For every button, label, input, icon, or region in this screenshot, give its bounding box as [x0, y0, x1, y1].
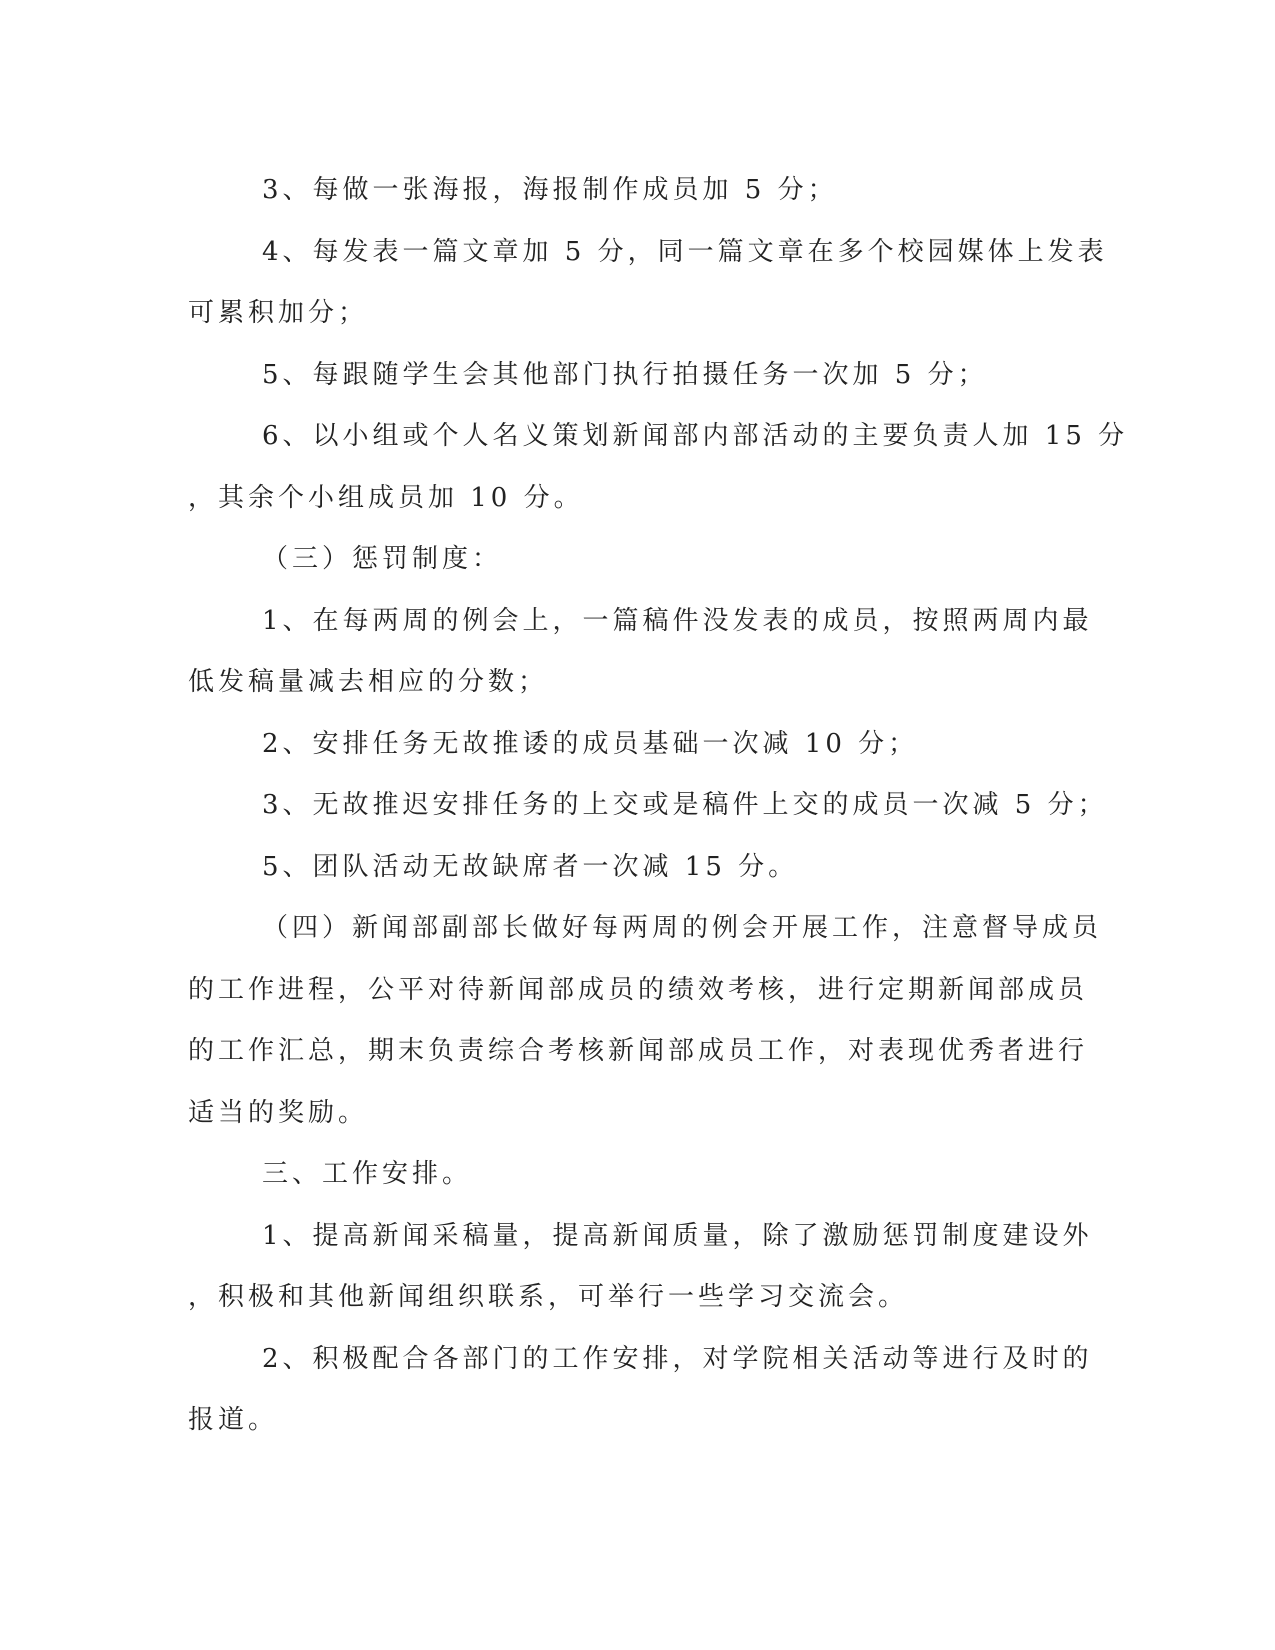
paragraph-line: 适当的奖励。 [188, 1097, 369, 1128]
paragraph-line: 6、以小组或个人名义策划新闻部内部活动的主要负责人加 15 分 [262, 421, 1129, 451]
paragraph-line: 5、团队活动无故缺席者一次减 15 分。 [262, 851, 799, 882]
paragraph-line: 3、无故推迟安排任务的上交或是稿件上交的成员一次减 5 分； [262, 790, 1108, 820]
paragraph-line: ，积极和其他新闻组织联系，可举行一些学习交流会。 [188, 1282, 909, 1312]
section-heading: （三）惩罚制度： [262, 544, 503, 574]
paragraph-line: 低发稿量减去相应的分数； [188, 667, 549, 697]
paragraph-line: 4、每发表一篇文章加 5 分，同一篇文章在多个校园媒体上发表 [262, 236, 1108, 267]
paragraph-line: 的工作进程，公平对待新闻部成员的绩效考核，进行定期新闻部成员 [188, 974, 1089, 1005]
paragraph-line: 可累积加分； [188, 298, 369, 328]
document-body [188, 160, 1129, 1452]
paragraph-line: 3、每做一张海报，海报制作成员加 5 分； [262, 175, 838, 205]
paragraph-line: 1、提高新闻采稿量，提高新闻质量，除了激励惩罚制度建设外 [262, 1220, 1093, 1251]
section-heading: 三、工作安排。 [262, 1159, 473, 1189]
paragraph-line: 5、每跟随学生会其他部门执行拍摄任务一次加 5 分； [262, 359, 988, 390]
paragraph-line: 的工作汇总，期末负责综合考核新闻部成员工作，对表现优秀者进行 [188, 1036, 1089, 1066]
paragraph-line: 1、在每两周的例会上，一篇稿件没发表的成员，按照两周内最 [262, 605, 1093, 636]
paragraph-line: ，其余个小组成员加 10 分。 [188, 482, 584, 513]
paragraph-line: 2、积极配合各部门的工作安排，对学院相关活动等进行及时的 [262, 1343, 1093, 1374]
paragraph-line: 报道。 [188, 1405, 279, 1435]
paragraph-line: 2、安排任务无故推诿的成员基础一次减 10 分； [262, 728, 919, 759]
paragraph-line: （四）新闻部副部长做好每两周的例会开展工作，注意督导成员 [262, 913, 1103, 943]
